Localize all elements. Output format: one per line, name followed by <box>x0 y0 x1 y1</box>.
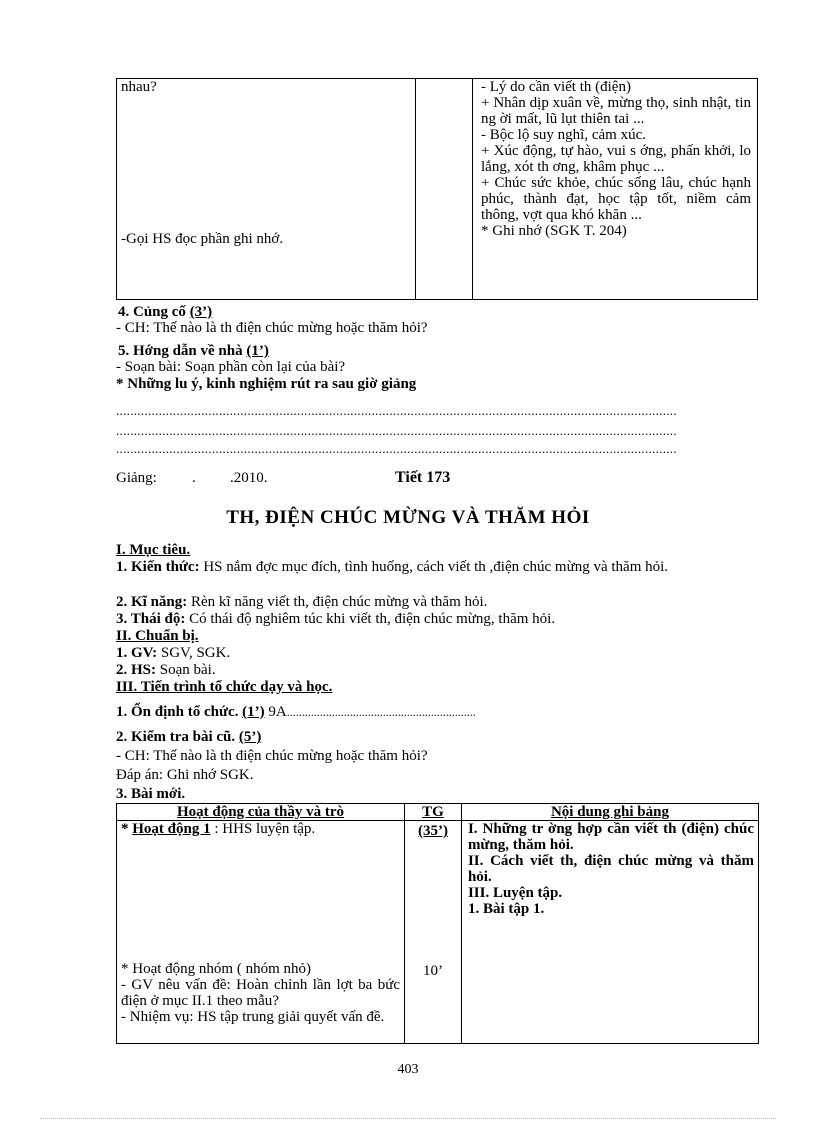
page-title: TH, ĐIỆN CHÚC MỪNG VÀ THĂM HỎI <box>226 507 590 528</box>
col-header: Nội dung ghi bảng <box>461 804 758 821</box>
section-5-heading: 5. Hớng dẫn về nhà (1’) <box>118 343 269 359</box>
thai-do: 3. Thái độ: Có thái độ nghiêm túc khi viết th, điện chúc mừng, thăm hỏi. <box>116 611 556 627</box>
section-4-question: - CH: Thế nào là th điện chúc mừng hoặc thăm hỏi? <box>116 320 428 336</box>
right-line: + Nhân dịp xuân về, mừng thọ, sinh nhật, tin ng ời mất, lũ lụt thiên tai ... <box>481 95 751 127</box>
bai-moi: 3. Bài mới. <box>116 786 186 802</box>
activity-table <box>116 803 759 1044</box>
on-dinh: 1. Ổn định tổ chức. (1’) 9A............................................................... <box>116 704 476 720</box>
content-line: III. Luyện tập. <box>467 885 563 901</box>
activity-content-cell <box>461 821 758 1044</box>
page-number: 403 <box>397 1062 419 1077</box>
top-table <box>116 78 758 300</box>
nhiem-vu: - Nhiệm vụ: HS tập trung giải quyết vấn đề. <box>121 1009 385 1025</box>
section-5-line: - Soạn bài: Soạn phần còn lại của bài? <box>116 359 346 375</box>
kiem-tra: 2. Kiểm tra bài cũ. (5’) <box>116 729 262 745</box>
hoat-dong-1: * Hoạt động 1 : HHS luyện tập. <box>121 821 316 837</box>
activity-group <box>121 961 400 1025</box>
chuan-bi-hs: 2. HS: Soạn bài. <box>116 662 216 678</box>
lesson-number: Tiết 173 <box>395 469 451 486</box>
dotted-line: .............................................................................................................................................................. <box>116 403 677 416</box>
top-left-bottom-text: -Gọi HS đọc phần ghi nhớ. <box>121 231 284 247</box>
giang-day: . <box>192 470 196 486</box>
activity-time-cell <box>405 821 462 1044</box>
gv-neu-van-de: - GV nêu vấn đề: Hoàn chỉnh lần lợt ba bức điện ở mục II.1 theo mẫu? <box>121 977 401 1009</box>
hoat-dong-nhom: * Hoạt động nhóm ( nhóm nhỏ) <box>121 961 311 977</box>
top-middle-cell <box>416 79 473 300</box>
muc-tieu-heading: I. Mục tiêu. <box>116 542 191 558</box>
col-header: Hoạt động của thầy và trò <box>117 804 405 821</box>
kien-thuc: 1. Kiến thức: HS nắm đợc mục đích, tình huống, cách viết th ,điện chúc mừng và thăm hỏi. <box>116 559 669 575</box>
content-line: 1. Bài tập 1. <box>467 901 545 917</box>
time-10: 10’ <box>422 963 443 979</box>
tien-trinh-heading: III. Tiến trình tổ chức dạy và học. <box>116 679 333 695</box>
content-line: I. Những tr ờng hợp cần viết th (điện) chúc mừng, thăm hỏi. <box>467 821 754 853</box>
right-line: * Ghi nhớ (SGK T. 204) <box>481 223 627 239</box>
section-4-heading: 4. Củng cố (3’) <box>118 304 213 320</box>
top-left-cell <box>117 79 416 300</box>
activity-left-cell <box>117 821 405 1044</box>
right-line: - Lý do cần viết th (điện) <box>481 79 631 95</box>
right-line: + Xúc động, tự hào, vui s ớng, phấn khởi, lo lắng, xót th ơng, khâm phục ... <box>481 143 751 175</box>
col-header: TG <box>405 804 462 821</box>
content-line: II. Cách viết th, điện chúc mừng và thăm hỏi. <box>467 853 754 885</box>
top-left-text: nhau? <box>121 79 157 95</box>
notes-heading: * Những lu ý, kinh nghiệm rút ra sau giờ giảng <box>116 376 417 392</box>
chuan-bi-heading: II. Chuẩn bị. <box>116 628 199 644</box>
giang-year: .2010. <box>230 470 268 486</box>
top-right-cell <box>473 79 758 300</box>
right-line: - Bộc lộ suy nghĩ, cảm xúc. <box>481 127 646 143</box>
kiem-tra-question: - CH: Thế nào là th điện chúc mừng hoặc thăm hỏi? <box>116 748 428 764</box>
giang-label: Giảng: <box>116 470 157 486</box>
dotted-line: .............................................................................................................................................................. <box>116 441 677 454</box>
footer-rule <box>40 1118 776 1119</box>
dap-an: Đáp án: Ghi nhớ SGK. <box>116 767 254 783</box>
ki-nang: 2. Kĩ năng: Rèn kĩ năng viết th, điện chúc mừng và thăm hỏi. <box>116 594 488 610</box>
dotted-line: .............................................................................................................................................................. <box>116 423 677 436</box>
chuan-bi-gv: 1. GV: SGV, SGK. <box>116 645 231 661</box>
time-35: (35’) <box>417 823 448 839</box>
right-line: + Chúc sức khỏe, chúc sống lâu, chúc hạnh phúc, thành đạt, học tập tốt, niềm cảm thông, vợt qua khó khăn ... <box>481 175 751 223</box>
